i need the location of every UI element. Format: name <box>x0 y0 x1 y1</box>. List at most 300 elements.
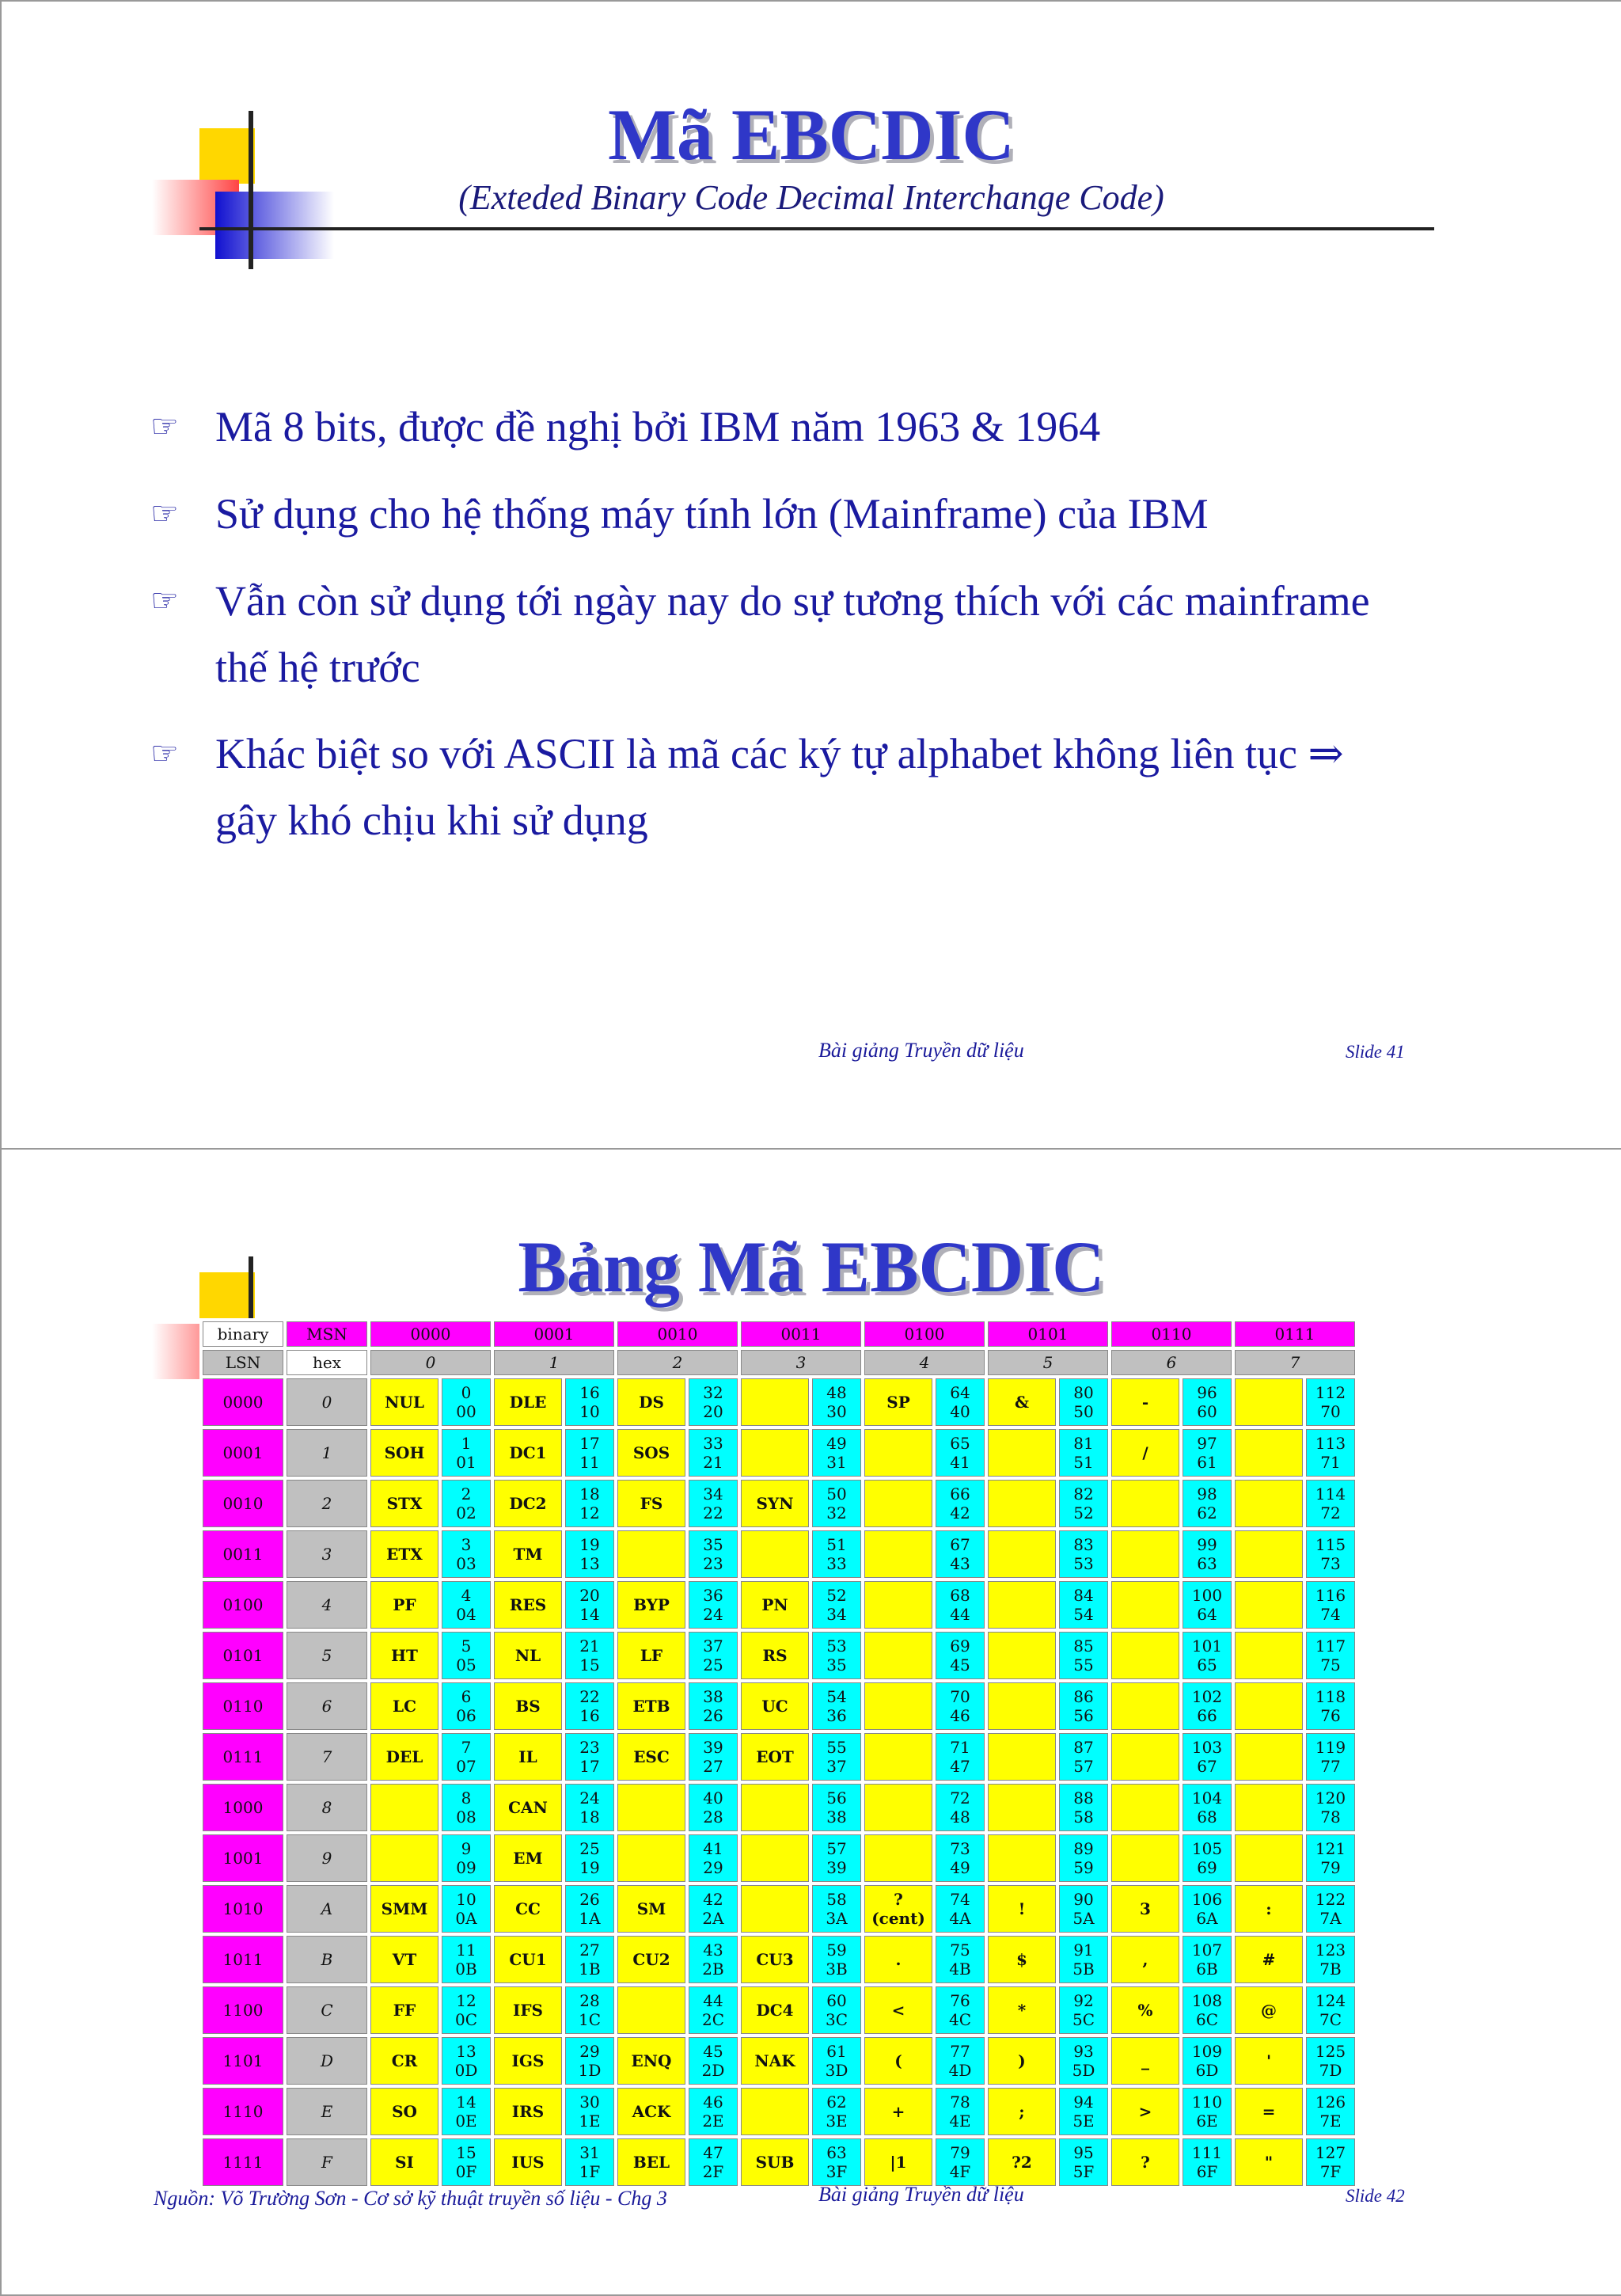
msn-hex-header: 2 <box>617 1350 738 1375</box>
code-cell <box>1059 1936 1108 1983</box>
decimal-value: 68 <box>950 1586 970 1605</box>
symbol-cell: RES <box>494 1581 562 1629</box>
code-cell <box>812 1986 861 2034</box>
symbol-cell: EM <box>494 1834 562 1882</box>
code-cell <box>442 1885 491 1933</box>
decimal-value: 112 <box>1315 1383 1346 1402</box>
symbol-cell: < <box>864 1986 932 2034</box>
hex-value: 0F <box>455 2162 477 2181</box>
code-cell <box>565 2138 614 2186</box>
table-row <box>203 2037 1355 2085</box>
decimal-value: 76 <box>950 1991 970 2010</box>
hex-value: 05 <box>456 1655 476 1674</box>
decimal-value: 2 <box>461 1484 472 1503</box>
symbol-cell: VT <box>370 1936 438 1983</box>
code-cell <box>1306 1784 1355 1831</box>
decimal-value: 38 <box>703 1687 723 1706</box>
hex-value: 08 <box>456 1808 476 1827</box>
symbol-cell <box>1235 1682 1303 1730</box>
hex-value: 50 <box>1073 1402 1094 1421</box>
code-cell <box>1183 1834 1232 1882</box>
hex-value: 73 <box>1320 1554 1341 1573</box>
symbol-cell: RS <box>741 1632 809 1679</box>
msn-hex-header: 4 <box>864 1350 985 1375</box>
code-cell <box>689 1733 738 1781</box>
msn-binary-header: 0000 <box>370 1321 491 1347</box>
code-cell <box>1306 2037 1355 2085</box>
msn-hex-header: 1 <box>494 1350 614 1375</box>
decimal-value: 56 <box>826 1789 847 1808</box>
decimal-value: 50 <box>826 1484 847 1503</box>
symbol-cell: ( <box>864 2037 932 2085</box>
symbol-cell: SMM <box>370 1885 438 1933</box>
symbol-cell <box>1235 1378 1303 1426</box>
symbol-cell: / <box>1111 1429 1179 1477</box>
decimal-value: 10 <box>456 1890 476 1909</box>
code-cell <box>565 1936 614 1983</box>
decimal-value: 123 <box>1315 1941 1346 1960</box>
decimal-value: 18 <box>579 1484 600 1503</box>
decimal-value: 17 <box>579 1434 600 1453</box>
hex-value: 30 <box>826 1402 847 1421</box>
lsn-binary-cell: 0110 <box>203 1682 283 1730</box>
code-cell <box>1306 1936 1355 1983</box>
code-cell <box>1059 1530 1108 1578</box>
hex-value: 7C <box>1319 2010 1342 2029</box>
symbol-cell <box>1111 1784 1179 1831</box>
code-cell <box>1059 2138 1108 2186</box>
hex-value: 2C <box>701 2010 725 2029</box>
hex-value: 54 <box>1073 1605 1094 1624</box>
hex-value: 7A <box>1319 1909 1342 1928</box>
bullet-item: ☞ Mã 8 bits, được đề nghị bởi IBM năm 1963 & 1964 <box>215 393 1403 460</box>
decimal-value: 3 <box>461 1535 472 1554</box>
code-cell <box>936 1632 985 1679</box>
symbol-cell <box>1235 1733 1303 1781</box>
code-cell <box>689 1429 738 1477</box>
hex-value: 3D <box>825 2061 848 2080</box>
decimal-value: 9 <box>461 1839 472 1858</box>
hex-value: 31 <box>826 1453 847 1472</box>
decimal-value: 89 <box>1073 1839 1094 1858</box>
code-cell <box>1059 1784 1108 1831</box>
table-row <box>203 1581 1355 1629</box>
table-row <box>203 1378 1355 1426</box>
hex-value: 5E <box>1072 2112 1095 2131</box>
hex-value: 06 <box>456 1706 476 1725</box>
code-cell <box>689 1936 738 1983</box>
symbol-cell: ETB <box>617 1682 685 1730</box>
code-cell <box>936 1784 985 1831</box>
code-cell <box>1059 1733 1108 1781</box>
decimal-value: 75 <box>950 1941 970 1960</box>
decimal-value: 55 <box>826 1738 847 1757</box>
table-row <box>203 1429 1355 1477</box>
hex-value: 22 <box>703 1503 723 1522</box>
hex-value: 1C <box>578 2010 602 2029</box>
symbol-cell: ENQ <box>617 2037 685 2085</box>
lsn-binary-cell: 0011 <box>203 1530 283 1578</box>
hex-value: 19 <box>579 1858 600 1877</box>
hex-value: 0A <box>455 1909 477 1928</box>
symbol-cell: PN <box>741 1581 809 1629</box>
lsn-hex-cell: B <box>287 1936 367 1983</box>
symbol-cell <box>988 1581 1056 1629</box>
symbol-cell: FF <box>370 1986 438 2034</box>
code-cell <box>936 1682 985 1730</box>
hex-value: 61 <box>1197 1453 1217 1472</box>
decimal-value: 92 <box>1073 1991 1094 2010</box>
hex-value: 68 <box>1197 1808 1217 1827</box>
code-cell <box>1183 1581 1232 1629</box>
decimal-value: 73 <box>950 1839 970 1858</box>
hex-value: 4E <box>949 2112 971 2131</box>
decimal-value: 54 <box>826 1687 847 1706</box>
code-cell <box>565 2088 614 2135</box>
table-row <box>203 1885 1355 1933</box>
symbol-cell <box>1111 1682 1179 1730</box>
symbol-cell <box>617 1784 685 1831</box>
decimal-value: 71 <box>950 1738 970 1757</box>
symbol-cell: CR <box>370 2037 438 2085</box>
decimal-value: 78 <box>950 2093 970 2112</box>
hex-value: 3B <box>826 1960 848 1979</box>
hex-value: 40 <box>950 1402 970 1421</box>
symbol-cell: 3 <box>1111 1885 1179 1933</box>
symbol-cell: , <box>1111 1936 1179 1983</box>
hex-value: 5C <box>1072 2010 1095 2029</box>
code-cell <box>936 2088 985 2135</box>
symbol-cell <box>864 1784 932 1831</box>
decimal-value: 66 <box>950 1484 970 1503</box>
msn-binary-header: 0001 <box>494 1321 614 1347</box>
code-cell <box>812 1682 861 1730</box>
symbol-cell: BS <box>494 1682 562 1730</box>
hex-value: 42 <box>950 1503 970 1522</box>
msn-hex-header: 0 <box>370 1350 491 1375</box>
decimal-value: 95 <box>1073 2143 1094 2162</box>
symbol-cell: ACK <box>617 2088 685 2135</box>
code-cell <box>936 1936 985 1983</box>
symbol-cell: DLE <box>494 1378 562 1426</box>
symbol-cell <box>617 1986 685 2034</box>
decimal-value: 12 <box>456 1991 476 2010</box>
code-cell <box>442 1581 491 1629</box>
code-cell <box>812 2088 861 2135</box>
msn-binary-header: 0010 <box>617 1321 738 1347</box>
code-cell <box>1306 1885 1355 1933</box>
code-cell <box>565 1378 614 1426</box>
decimal-value: 127 <box>1315 2143 1346 2162</box>
hex-value: 7E <box>1319 2112 1342 2131</box>
decimal-value: 88 <box>1073 1789 1094 1808</box>
hex-value: 0E <box>455 2112 477 2131</box>
hex-value: 44 <box>950 1605 970 1624</box>
symbol-cell <box>864 1530 932 1578</box>
hex-value: 3E <box>826 2112 848 2131</box>
lsn-hex-cell: 5 <box>287 1632 367 1679</box>
decimal-value: 20 <box>579 1586 600 1605</box>
lsn-hex-cell: 7 <box>287 1733 367 1781</box>
code-cell <box>442 2088 491 2135</box>
msn-binary-header: 0100 <box>864 1321 985 1347</box>
footer-course: Bài giảng Truyền dữ liệu <box>818 1039 1024 1062</box>
lsn-binary-cell: 1010 <box>203 1885 283 1933</box>
lsn-hex-cell: 3 <box>287 1530 367 1578</box>
symbol-cell: ESC <box>617 1733 685 1781</box>
decimal-value: 119 <box>1315 1738 1346 1757</box>
decimal-value: 100 <box>1191 1586 1223 1605</box>
code-cell <box>936 1480 985 1527</box>
symbol-cell <box>741 1885 809 1933</box>
decimal-value: 4 <box>461 1586 472 1605</box>
hex-value: 6C <box>1195 2010 1219 2029</box>
hex-value: 24 <box>703 1605 723 1624</box>
hex-value: 6D <box>1195 2061 1219 2080</box>
hex-value: 38 <box>826 1808 847 1827</box>
code-cell <box>689 1480 738 1527</box>
lsn-hex-cell: 2 <box>287 1480 367 1527</box>
symbol-cell: NAK <box>741 2037 809 2085</box>
hex-value: 01 <box>456 1453 476 1472</box>
code-cell <box>565 1986 614 2034</box>
code-cell <box>1059 1581 1108 1629</box>
pointing-hand-icon: ☞ <box>150 496 179 532</box>
decimal-value: 80 <box>1073 1383 1094 1402</box>
hex-value: 5A <box>1072 1909 1095 1928</box>
symbol-cell: CU1 <box>494 1936 562 1983</box>
hex-value: 6A <box>1196 1909 1218 1928</box>
symbol-cell <box>617 1530 685 1578</box>
code-cell <box>1059 1885 1108 1933</box>
symbol-cell: = <box>1235 2088 1303 2135</box>
hex-value: 51 <box>1073 1453 1094 1472</box>
decimal-value: 24 <box>579 1789 600 1808</box>
decimal-value: 65 <box>950 1434 970 1453</box>
code-cell <box>1306 1834 1355 1882</box>
decimal-value: 47 <box>703 2143 723 2162</box>
hex-value: 0B <box>455 1960 477 1979</box>
hex-value: 67 <box>1197 1757 1217 1776</box>
code-cell <box>812 2138 861 2186</box>
code-cell <box>1183 1682 1232 1730</box>
lsn-binary-cell: 1000 <box>203 1784 283 1831</box>
decimal-value: 0 <box>461 1383 472 1402</box>
hex-value: 72 <box>1320 1503 1341 1522</box>
code-cell <box>1059 1986 1108 2034</box>
decimal-value: 6 <box>461 1687 472 1706</box>
code-cell <box>812 2037 861 2085</box>
lsn-hex-cell: 0 <box>287 1378 367 1426</box>
code-cell <box>565 1885 614 1933</box>
symbol-cell: : <box>1235 1885 1303 1933</box>
code-cell <box>936 1885 985 1933</box>
symbol-cell: & <box>988 1378 1056 1426</box>
decimal-value: 97 <box>1197 1434 1217 1453</box>
decimal-value: 59 <box>826 1941 847 1960</box>
decimal-value: 60 <box>826 1991 847 2010</box>
hex-value: 39 <box>826 1858 847 1877</box>
code-cell <box>689 2037 738 2085</box>
code-cell <box>812 1733 861 1781</box>
symbol-cell <box>1235 1480 1303 1527</box>
decimal-value: 90 <box>1073 1890 1094 1909</box>
symbol-cell: SOS <box>617 1429 685 1477</box>
decimal-value: 121 <box>1315 1839 1346 1858</box>
symbol-cell <box>741 2088 809 2135</box>
slide-subtitle: (Exteded Binary Code Decimal Interchange Code) <box>458 178 1164 217</box>
symbol-cell <box>1235 1834 1303 1882</box>
corner-msn: MSN <box>287 1321 367 1347</box>
hex-value: 28 <box>703 1808 723 1827</box>
hex-value: 36 <box>826 1706 847 1725</box>
lsn-binary-cell: 1011 <box>203 1936 283 1983</box>
code-cell <box>689 1632 738 1679</box>
decimal-value: 103 <box>1191 1738 1223 1757</box>
decimal-value: 81 <box>1073 1434 1094 1453</box>
decimal-value: 52 <box>826 1586 847 1605</box>
code-cell <box>1059 1378 1108 1426</box>
decimal-value: 82 <box>1073 1484 1094 1503</box>
code-cell <box>689 1784 738 1831</box>
decimal-value: 101 <box>1191 1636 1223 1655</box>
hex-value: 4F <box>949 2162 971 2181</box>
code-cell <box>565 1682 614 1730</box>
hex-value: 7B <box>1319 1960 1342 1979</box>
table-row <box>203 1936 1355 1983</box>
lsn-hex-cell: 1 <box>287 1429 367 1477</box>
decimal-value: 85 <box>1073 1636 1094 1655</box>
decimal-value: 70 <box>950 1687 970 1706</box>
decimal-value: 104 <box>1191 1789 1223 1808</box>
decimal-value: 62 <box>826 2093 847 2112</box>
hex-value: 20 <box>703 1402 723 1421</box>
hex-value: 4B <box>949 1960 971 1979</box>
lsn-hex-cell: 6 <box>287 1682 367 1730</box>
code-cell <box>689 1378 738 1426</box>
table-row <box>203 2138 1355 2186</box>
decimal-value: 36 <box>703 1586 723 1605</box>
symbol-cell <box>1111 1632 1179 1679</box>
symbol-cell: UC <box>741 1682 809 1730</box>
code-cell <box>689 2138 738 2186</box>
lsn-binary-cell: 0111 <box>203 1733 283 1781</box>
symbol-cell <box>741 1834 809 1882</box>
decimal-value: 1 <box>461 1434 472 1453</box>
code-cell <box>812 1936 861 1983</box>
code-cell <box>1306 1429 1355 1477</box>
decimal-value: 37 <box>703 1636 723 1655</box>
msn-hex-header: 7 <box>1235 1350 1355 1375</box>
symbol-cell <box>617 1834 685 1882</box>
lsn-binary-cell: 1110 <box>203 2088 283 2135</box>
hex-value: 47 <box>950 1757 970 1776</box>
code-cell <box>442 1378 491 1426</box>
decimal-value: 40 <box>703 1789 723 1808</box>
hex-value: 35 <box>826 1655 847 1674</box>
decimal-value: 27 <box>579 1941 600 1960</box>
bullet-item: ☞ Khác biệt so với ASCII là mã các ký tự alphabet không liên tục ⇒ gây khó chịu khi sử dụng <box>215 720 1403 853</box>
decimal-value: 25 <box>579 1839 600 1858</box>
symbol-cell: ' <box>1235 2037 1303 2085</box>
hex-value: 33 <box>826 1554 847 1573</box>
symbol-cell <box>741 1378 809 1426</box>
hex-value: 74 <box>1320 1605 1341 1624</box>
hex-value: 78 <box>1320 1808 1341 1827</box>
symbol-cell <box>370 1784 438 1831</box>
decimal-value: 5 <box>461 1636 472 1655</box>
decimal-value: 31 <box>579 2143 600 2162</box>
hex-value: 2A <box>702 1909 724 1928</box>
symbol-cell <box>988 1429 1056 1477</box>
hex-value: 12 <box>579 1503 600 1522</box>
symbol-cell <box>1235 1581 1303 1629</box>
symbol-cell: TM <box>494 1530 562 1578</box>
decimal-value: 118 <box>1315 1687 1346 1706</box>
symbol-cell <box>988 1733 1056 1781</box>
hex-value: 34 <box>826 1605 847 1624</box>
lsn-binary-cell: 0100 <box>203 1581 283 1629</box>
symbol-cell: ? <box>1111 2138 1179 2186</box>
code-cell <box>442 2037 491 2085</box>
code-cell <box>812 1480 861 1527</box>
hex-value: 1E <box>579 2112 601 2131</box>
hex-value: 14 <box>579 1605 600 1624</box>
symbol-cell: STX <box>370 1480 438 1527</box>
symbol-cell: EOT <box>741 1733 809 1781</box>
decimal-value: 96 <box>1197 1383 1217 1402</box>
decimal-value: 33 <box>703 1434 723 1453</box>
decimal-value: 19 <box>579 1535 600 1554</box>
code-cell <box>565 2037 614 2085</box>
hex-value: 2B <box>702 1960 724 1979</box>
code-cell <box>442 1784 491 1831</box>
hex-value: 46 <box>950 1706 970 1725</box>
code-cell <box>1183 2037 1232 2085</box>
symbol-cell: PF <box>370 1581 438 1629</box>
hex-value: 57 <box>1073 1757 1094 1776</box>
hex-value: 59 <box>1073 1858 1094 1877</box>
code-cell <box>442 1834 491 1882</box>
table-row <box>203 1986 1355 2034</box>
hex-value: 5F <box>1072 2162 1095 2181</box>
symbol-cell <box>988 1784 1056 1831</box>
hex-value: 62 <box>1197 1503 1217 1522</box>
decimal-value: 22 <box>579 1687 600 1706</box>
lsn-hex-cell: E <box>287 2088 367 2135</box>
hex-value: 49 <box>950 1858 970 1877</box>
code-cell <box>689 1834 738 1882</box>
lsn-binary-cell: 1100 <box>203 1986 283 2034</box>
decimal-value: 13 <box>456 2042 476 2061</box>
symbol-cell: LC <box>370 1682 438 1730</box>
hex-value: 7D <box>1319 2061 1342 2080</box>
msn-hex-header: 5 <box>988 1350 1108 1375</box>
decimal-value: 115 <box>1315 1535 1346 1554</box>
decimal-value: 23 <box>579 1738 600 1757</box>
symbol-cell: . <box>864 1936 932 1983</box>
hex-value: 11 <box>579 1453 600 1472</box>
symbol-cell: @ <box>1235 1986 1303 2034</box>
lsn-binary-cell: 1111 <box>203 2138 283 2186</box>
table-row <box>203 1682 1355 1730</box>
hex-value: 17 <box>579 1757 600 1776</box>
table-row <box>203 1834 1355 1882</box>
code-cell <box>936 2138 985 2186</box>
code-cell <box>1183 1429 1232 1477</box>
symbol-cell: ?2 <box>988 2138 1056 2186</box>
code-cell <box>1183 1733 1232 1781</box>
